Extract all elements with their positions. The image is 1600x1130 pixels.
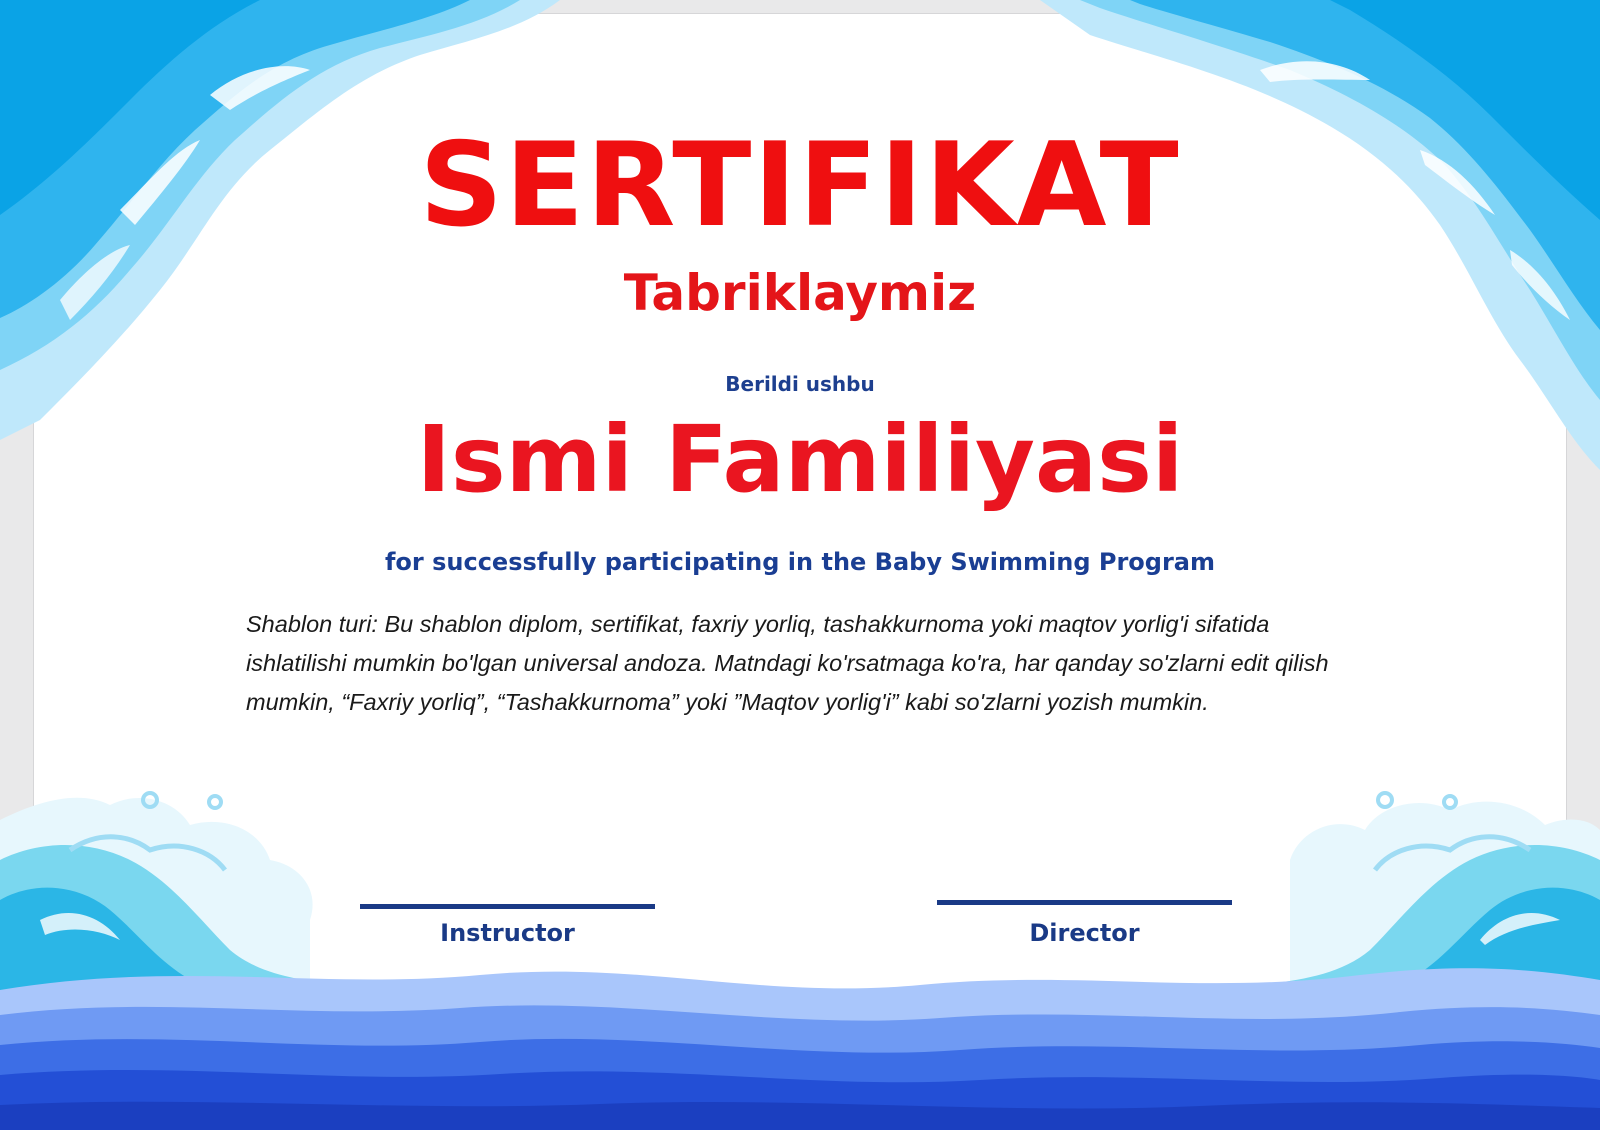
certificate-title: SERTIFIKAT xyxy=(419,118,1181,253)
description-paragraph: Shablon turi: Bu shablon diplom, sertifikat, faxriy yorliq, tashakkurnoma yoki maqtov yorlig'i sifatida ishlatilishi mumkin bo'lgan universal andoza. Matndagi ko'rsatmaga ko'ra, har qanday so'zlarni edit qilish mumkin, “Faxriy yorliq”, “Tashakkurnoma” yoki ”Maqtov yorlig'i” kabi so'zlarni yozish mumkin. xyxy=(246,611,1329,715)
instructor-signature-line xyxy=(360,904,655,909)
certificate-subtitle: Tabriklaymiz xyxy=(623,264,977,322)
award-reason: for successfully participating in the Baby Swimming Program xyxy=(384,548,1216,576)
director-label: Director xyxy=(1029,919,1140,947)
instructor-label: Instructor xyxy=(440,919,575,947)
director-signature-line xyxy=(937,900,1232,905)
recipient-name: Ismi Familiyasi xyxy=(416,406,1184,513)
bottom-ocean-icon xyxy=(0,968,1600,1130)
given-to-label: Berildi ushbu xyxy=(725,372,875,396)
